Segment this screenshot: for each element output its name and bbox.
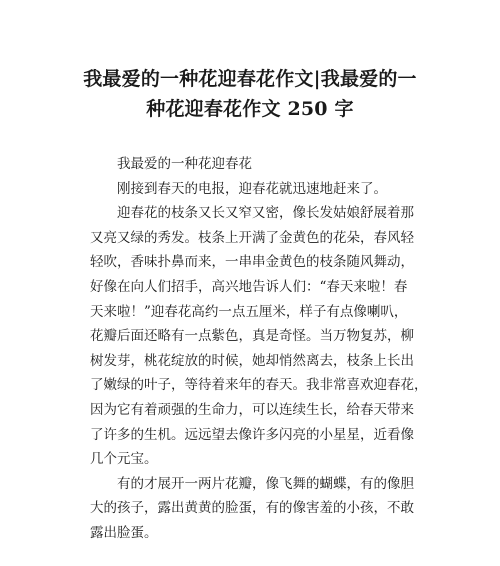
body-line: 轻吹，香味扑鼻而来，一串串金黄色的枝条随风舞动，	[90, 254, 414, 271]
document-title	[70, 64, 430, 124]
body-line: 刚接到春天的电报，迎春花就迅速地赶来了。	[117, 180, 387, 197]
body-line: 花瓣后面还略有一点紫色，真是奇怪。当万物复苏，柳	[90, 328, 414, 345]
title-line: 我最爱的一种花迎春花作文|我最爱的一	[83, 68, 417, 90]
document-body	[90, 152, 428, 546]
title-line: 种花迎春花作文 250 字	[146, 98, 354, 120]
body-line: 迎春花的枝条又长又窄又密，像长发姑娘舒展着那	[117, 205, 414, 222]
body-line: 大的孩子，露出黄黄的脸蛋，有的像害羞的小孩，不敢	[90, 500, 414, 517]
body-line: 又亮又绿的秀发。枝条上开满了金黄色的花朵，春风轻	[90, 229, 414, 246]
body-line: 因为它有着顽强的生命力，可以连续生长，给春天带来	[90, 401, 414, 418]
body-line: 我最爱的一种花迎春花	[117, 156, 252, 172]
body-line: 了嫩绿的叶子，等待着来年的春天。我非常喜欢迎春花，	[90, 377, 428, 394]
body-line: 了许多的生机。远远望去像许多闪亮的小星星，近看像	[90, 426, 414, 443]
body-line: 露出脸蛋。	[90, 524, 158, 541]
body-line: 有的才展开一两片花瓣，像飞舞的蝴蝶，有的像胆	[117, 475, 414, 492]
body-line: 几个元宝。	[90, 451, 158, 468]
body-line: 树发芽，桃花绽放的时候，她却悄然离去，枝条上长出	[90, 352, 414, 369]
body-line: 好像在向人们招手，高兴地告诉人们：“春天来啦！春	[90, 278, 408, 295]
body-line: 天来啦！”迎春花高约一点五厘米，样子有点像喇叭，	[90, 303, 408, 320]
